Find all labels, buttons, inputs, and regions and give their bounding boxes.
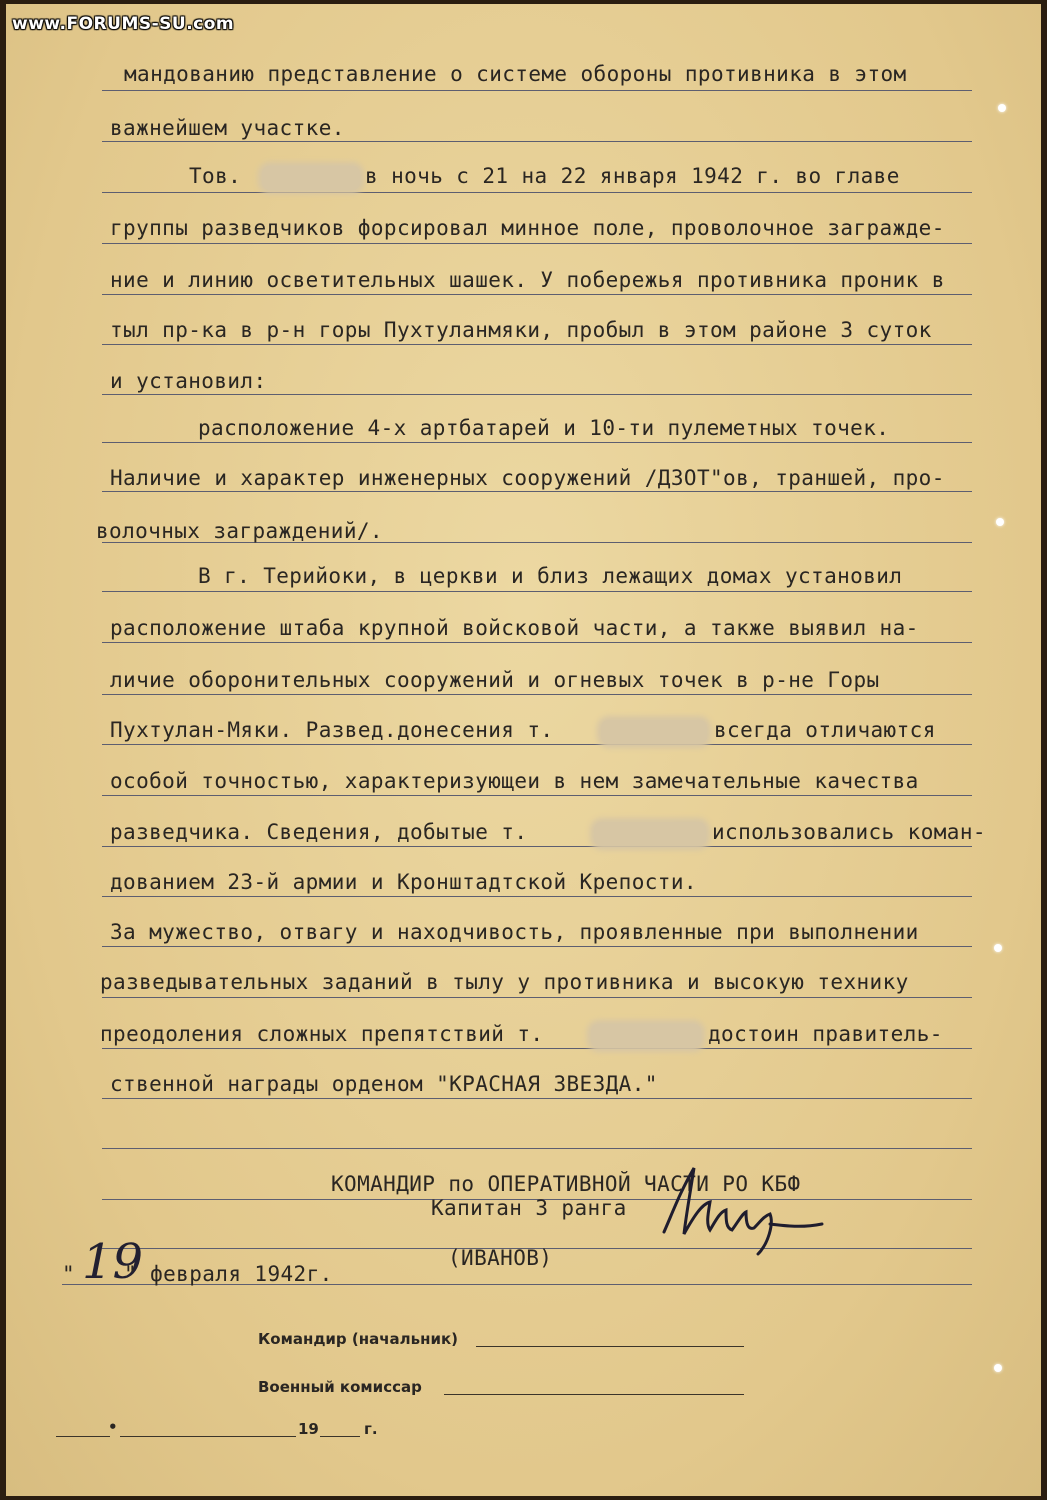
text-line-suffix: использовались коман- [712,820,986,844]
text-line: ние и линию осветительных шашек. У побережья противника проник в [110,268,945,292]
text-line: группы разведчиков форсировал минное поле, проволочное загражде- [110,216,945,240]
text-line: особой точностью, характеризующеи в нем замечательные качества [110,769,919,793]
commander-label: Командир (начальник) [258,1330,459,1348]
commissar-label: Военный комиссар [258,1378,422,1396]
text-line: В г. Терийоки, в церкви и близ лежащих домах установил [198,564,903,588]
handwritten-day: 19 [82,1234,144,1290]
text-line: важнейшем участке. [110,116,345,140]
text-line: расположение штаба крупной войсковой части, а также выявил на- [110,616,919,640]
text-line: расположение 4-х артбатарей и 10-ти пулеметных точек. [198,416,890,440]
commissar-signature-line [444,1394,744,1395]
year-suffix: г. [364,1420,378,1438]
date-month-year: " февраля 1942г. [124,1262,333,1286]
text-line: Пухтулан-Мяки. Развед.донесения т. [110,718,554,742]
year-prefix: 19 [298,1420,319,1438]
redaction-mark [262,166,360,190]
text-line: разведчика. Сведения, добытые т. [110,820,528,844]
redaction-mark [601,720,707,744]
redaction-mark [591,1024,701,1048]
text-line: в ночь с 21 на 22 января 1942 г. во главе [365,164,900,188]
signature-image [646,1154,826,1264]
text-line: тыл пр-ка в р-н горы Пухтуланмяки, пробыл в этом районе 3 суток [110,318,932,342]
text-line: личие оборонительных сооружений и огневых точек в р-не Горы [110,668,880,692]
text-line-suffix: всегда отличаются [714,718,936,742]
signatory-rank: Капитан 3 ранга [431,1196,627,1220]
commander-signature-line [476,1346,744,1347]
tov-prefix: Тов. [189,164,242,188]
text-line: ственной награды орденом "КРАСНАЯ ЗВЕЗДА." [110,1072,658,1096]
text-line-suffix: достоин правитель- [708,1022,943,1046]
document-page [6,4,1041,1496]
text-line: мандованию представление о системе обороны противника в этом [124,62,907,86]
text-line: Наличие и характер инженерных сооружений /ДЗОТ"ов, траншей, про- [110,466,945,490]
text-line: разведывательных заданий в тылу у противника и высокую технику [100,970,909,994]
text-line: преодоления сложных препятствий т. [100,1022,544,1046]
signatory-name: (ИВАНОВ) [448,1246,553,1270]
redaction-mark [594,822,706,846]
date-dot: • [108,1418,118,1436]
text-line: За мужество, отвагу и находчивость, проявленные при выполнении [110,920,919,944]
signatory-title: КОМАНДИР по ОПЕРАТИВНОЙ ЧАСТИ РО КБФ [331,1172,801,1196]
text-line: волочных заграждений/. [96,519,383,543]
date-quote-open: " [62,1262,76,1286]
site-watermark: www.FORUMS-SU.com [12,14,235,34]
text-line: дованием 23-й армии и Кронштадтской Крепости. [110,870,697,894]
text-line: и установил: [110,369,267,393]
